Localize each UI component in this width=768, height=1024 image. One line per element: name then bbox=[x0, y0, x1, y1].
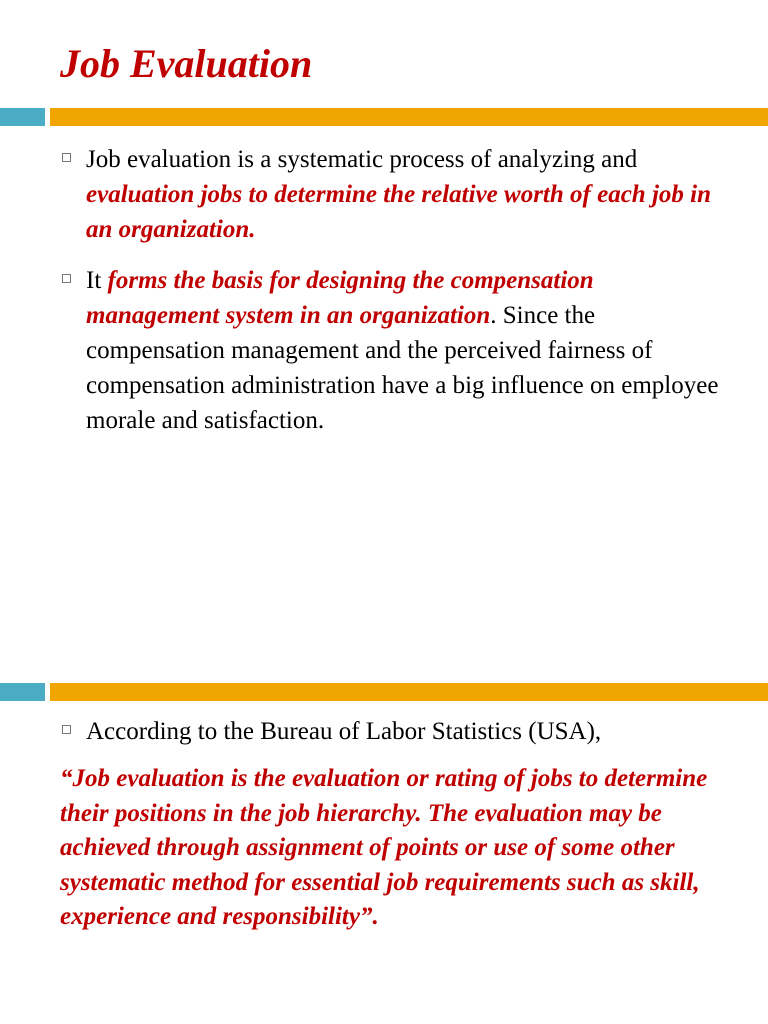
header-bar-accent-blue bbox=[0, 683, 45, 701]
slide-title: Job Evaluation bbox=[60, 41, 313, 86]
bullet-text-emphasis: evaluation jobs to determine the relative worth of each job in an organization. bbox=[86, 181, 711, 243]
bullet-list bbox=[62, 142, 728, 454]
definition-quote: “Job evaluation is the evaluation or rating of jobs to determine their positions in the job hierarchy. The evaluation may be achieved through assignment of points or use of some other systematic method for essential job requirements such as skill, experience and responsibility”. bbox=[60, 765, 708, 930]
header-bar-accent-blue bbox=[0, 108, 45, 126]
bullet-text: According to the Bureau of Labor Statistics (USA), bbox=[86, 718, 602, 745]
bullet-text-emphasis: forms the basis for designing the compensation management system in an organization bbox=[86, 267, 594, 329]
bullet-list bbox=[62, 714, 728, 765]
bullet-definition bbox=[62, 142, 728, 247]
header-bar-accent-orange bbox=[50, 108, 768, 126]
slide-2 bbox=[0, 680, 768, 1024]
square-bullet-icon bbox=[62, 153, 71, 162]
header-bar-accent-orange bbox=[50, 683, 768, 701]
square-bullet-icon bbox=[62, 274, 71, 283]
square-bullet-icon bbox=[62, 725, 71, 734]
bullet-basis bbox=[62, 263, 728, 438]
bullet-text-plain: Job evaluation is a systematic process of analyzing and bbox=[86, 146, 638, 173]
bullet-source bbox=[62, 714, 728, 749]
bullet-text-plain: It bbox=[86, 267, 108, 294]
bullet-text-plain-tail: . Since the compensation management and the perceived fairness of compensation administration have a big influence on employee morale and satisfaction. bbox=[86, 302, 719, 434]
